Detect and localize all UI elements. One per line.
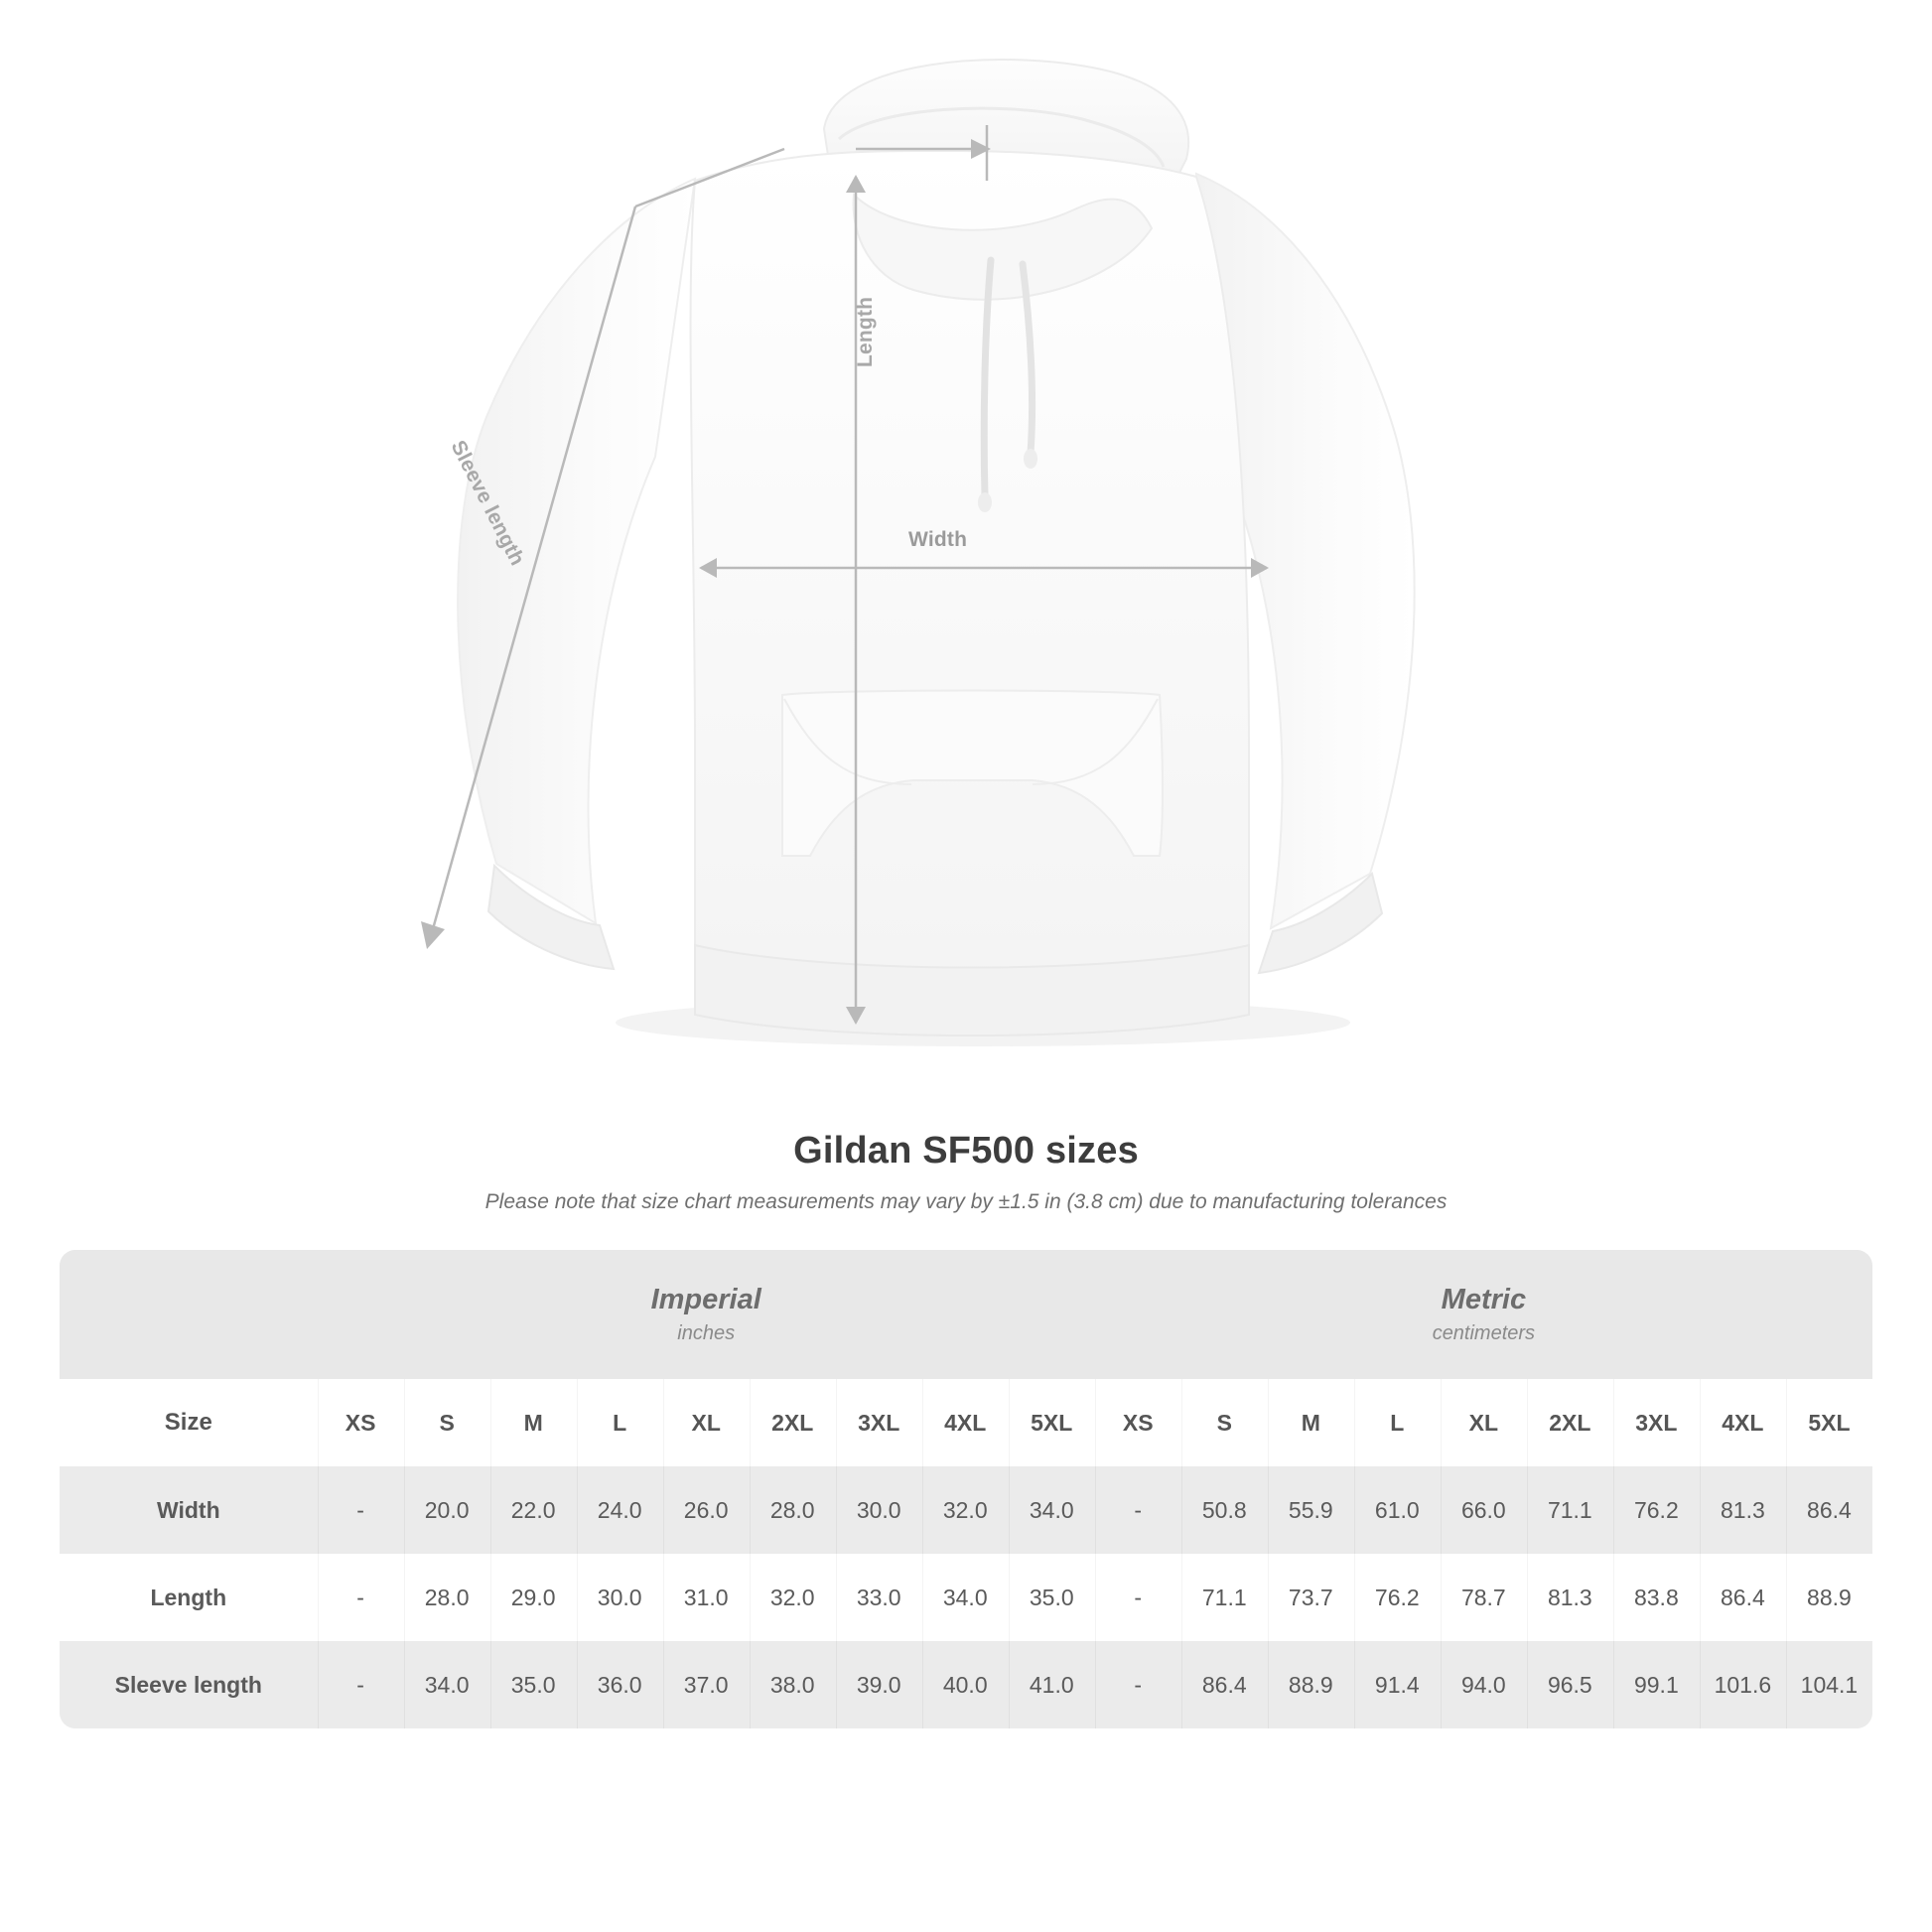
length-imperial-s: 28.0	[404, 1554, 490, 1641]
length-imperial-xl: 31.0	[663, 1554, 750, 1641]
sleeve-metric-xl: 94.0	[1441, 1641, 1527, 1728]
row-label-length: Length	[60, 1554, 318, 1641]
size-col-imperial-xl: XL	[663, 1379, 750, 1466]
size-col-imperial-3xl: 3XL	[836, 1379, 922, 1466]
length-imperial-5xl: 35.0	[1009, 1554, 1095, 1641]
length-metric-m: 73.7	[1268, 1554, 1354, 1641]
sleeve-length-label: Sleeve length	[446, 437, 529, 570]
length-metric-xl: 78.7	[1441, 1554, 1527, 1641]
size-label: Size	[60, 1379, 318, 1466]
size-col-imperial-2xl: 2XL	[750, 1379, 836, 1466]
size-header-row	[60, 1379, 1872, 1466]
width-imperial-xs: -	[318, 1466, 404, 1554]
size-col-metric-5xl: 5XL	[1786, 1379, 1872, 1466]
width-label: Width	[908, 528, 968, 551]
width-metric-4xl: 81.3	[1700, 1466, 1786, 1554]
size-col-metric-xl: XL	[1441, 1379, 1527, 1466]
unit-imperial-sub: inches	[677, 1322, 736, 1344]
size-col-imperial-m: M	[490, 1379, 577, 1466]
width-metric-xl: 66.0	[1441, 1466, 1527, 1554]
size-col-imperial-5xl: 5XL	[1009, 1379, 1095, 1466]
width-imperial-2xl: 28.0	[750, 1466, 836, 1554]
sleeve-metric-5xl: 104.1	[1786, 1641, 1872, 1728]
unit-metric-sub: centimeters	[1432, 1322, 1536, 1344]
size-col-metric-2xl: 2XL	[1527, 1379, 1613, 1466]
width-imperial-4xl: 32.0	[922, 1466, 1009, 1554]
sleeve-imperial-l: 36.0	[577, 1641, 663, 1728]
sleeve-metric-l: 91.4	[1354, 1641, 1441, 1728]
sleeve-imperial-4xl: 40.0	[922, 1641, 1009, 1728]
unit-metric-name: Metric	[1441, 1284, 1527, 1315]
width-imperial-m: 22.0	[490, 1466, 577, 1554]
unit-metric	[1095, 1250, 1872, 1379]
length-imperial-3xl: 33.0	[836, 1554, 922, 1641]
sleeve-imperial-xs: -	[318, 1641, 404, 1728]
sleeve-metric-3xl: 99.1	[1613, 1641, 1700, 1728]
width-metric-l: 61.0	[1354, 1466, 1441, 1554]
width-imperial-5xl: 34.0	[1009, 1466, 1095, 1554]
size-col-metric-s: S	[1181, 1379, 1268, 1466]
unit-imperial	[318, 1250, 1095, 1379]
size-col-imperial-4xl: 4XL	[922, 1379, 1009, 1466]
width-imperial-xl: 26.0	[663, 1466, 750, 1554]
width-imperial-s: 20.0	[404, 1466, 490, 1554]
length-metric-4xl: 86.4	[1700, 1554, 1786, 1641]
row-label-sleeve-length: Sleeve length	[60, 1641, 318, 1728]
size-col-imperial-l: L	[577, 1379, 663, 1466]
length-metric-2xl: 81.3	[1527, 1554, 1613, 1641]
sleeve-imperial-xl: 37.0	[663, 1641, 750, 1728]
width-metric-2xl: 71.1	[1527, 1466, 1613, 1554]
size-col-imperial-xs: XS	[318, 1379, 404, 1466]
table-row-width	[60, 1466, 1872, 1554]
unit-header-blank	[60, 1250, 318, 1379]
size-col-metric-4xl: 4XL	[1700, 1379, 1786, 1466]
sleeve-imperial-m: 35.0	[490, 1641, 577, 1728]
width-imperial-3xl: 30.0	[836, 1466, 922, 1554]
length-imperial-4xl: 34.0	[922, 1554, 1009, 1641]
length-imperial-m: 29.0	[490, 1554, 577, 1641]
length-imperial-l: 30.0	[577, 1554, 663, 1641]
length-metric-5xl: 88.9	[1786, 1554, 1872, 1641]
table-row-sleeve-length	[60, 1641, 1872, 1728]
width-metric-5xl: 86.4	[1786, 1466, 1872, 1554]
size-chart-table	[60, 1250, 1872, 1728]
size-col-metric-xs: XS	[1095, 1379, 1181, 1466]
table-row-length	[60, 1554, 1872, 1641]
sleeve-metric-m: 88.9	[1268, 1641, 1354, 1728]
size-col-imperial-s: S	[404, 1379, 490, 1466]
unit-imperial-name: Imperial	[650, 1284, 761, 1315]
width-metric-xs: -	[1095, 1466, 1181, 1554]
sleeve-imperial-s: 34.0	[404, 1641, 490, 1728]
unit-header-row	[60, 1250, 1872, 1379]
width-imperial-l: 24.0	[577, 1466, 663, 1554]
length-imperial-xs: -	[318, 1554, 404, 1641]
length-metric-s: 71.1	[1181, 1554, 1268, 1641]
sleeve-metric-s: 86.4	[1181, 1641, 1268, 1728]
title-block	[0, 1130, 1932, 1214]
page-title: Gildan SF500 sizes	[793, 1130, 1139, 1172]
size-chart-table-wrap	[60, 1250, 1872, 1728]
length-label: Length	[854, 296, 877, 367]
size-col-metric-3xl: 3XL	[1613, 1379, 1700, 1466]
length-metric-xs: -	[1095, 1554, 1181, 1641]
size-col-metric-m: M	[1268, 1379, 1354, 1466]
sleeve-imperial-5xl: 41.0	[1009, 1641, 1095, 1728]
row-label-width: Width	[60, 1466, 318, 1554]
length-metric-3xl: 83.8	[1613, 1554, 1700, 1641]
tolerance-note: Please note that size chart measurements may vary by ±1.5 in (3.8 cm) due to manufacturing tolerances	[484, 1190, 1448, 1213]
size-col-metric-l: L	[1354, 1379, 1441, 1466]
width-metric-m: 55.9	[1268, 1466, 1354, 1554]
width-metric-3xl: 76.2	[1613, 1466, 1700, 1554]
width-metric-s: 50.8	[1181, 1466, 1268, 1554]
length-imperial-2xl: 32.0	[750, 1554, 836, 1641]
length-metric-l: 76.2	[1354, 1554, 1441, 1641]
sleeve-imperial-2xl: 38.0	[750, 1641, 836, 1728]
sleeve-imperial-3xl: 39.0	[836, 1641, 922, 1728]
sleeve-metric-4xl: 101.6	[1700, 1641, 1786, 1728]
sleeve-metric-xs: -	[1095, 1641, 1181, 1728]
sleeve-metric-2xl: 96.5	[1527, 1641, 1613, 1728]
